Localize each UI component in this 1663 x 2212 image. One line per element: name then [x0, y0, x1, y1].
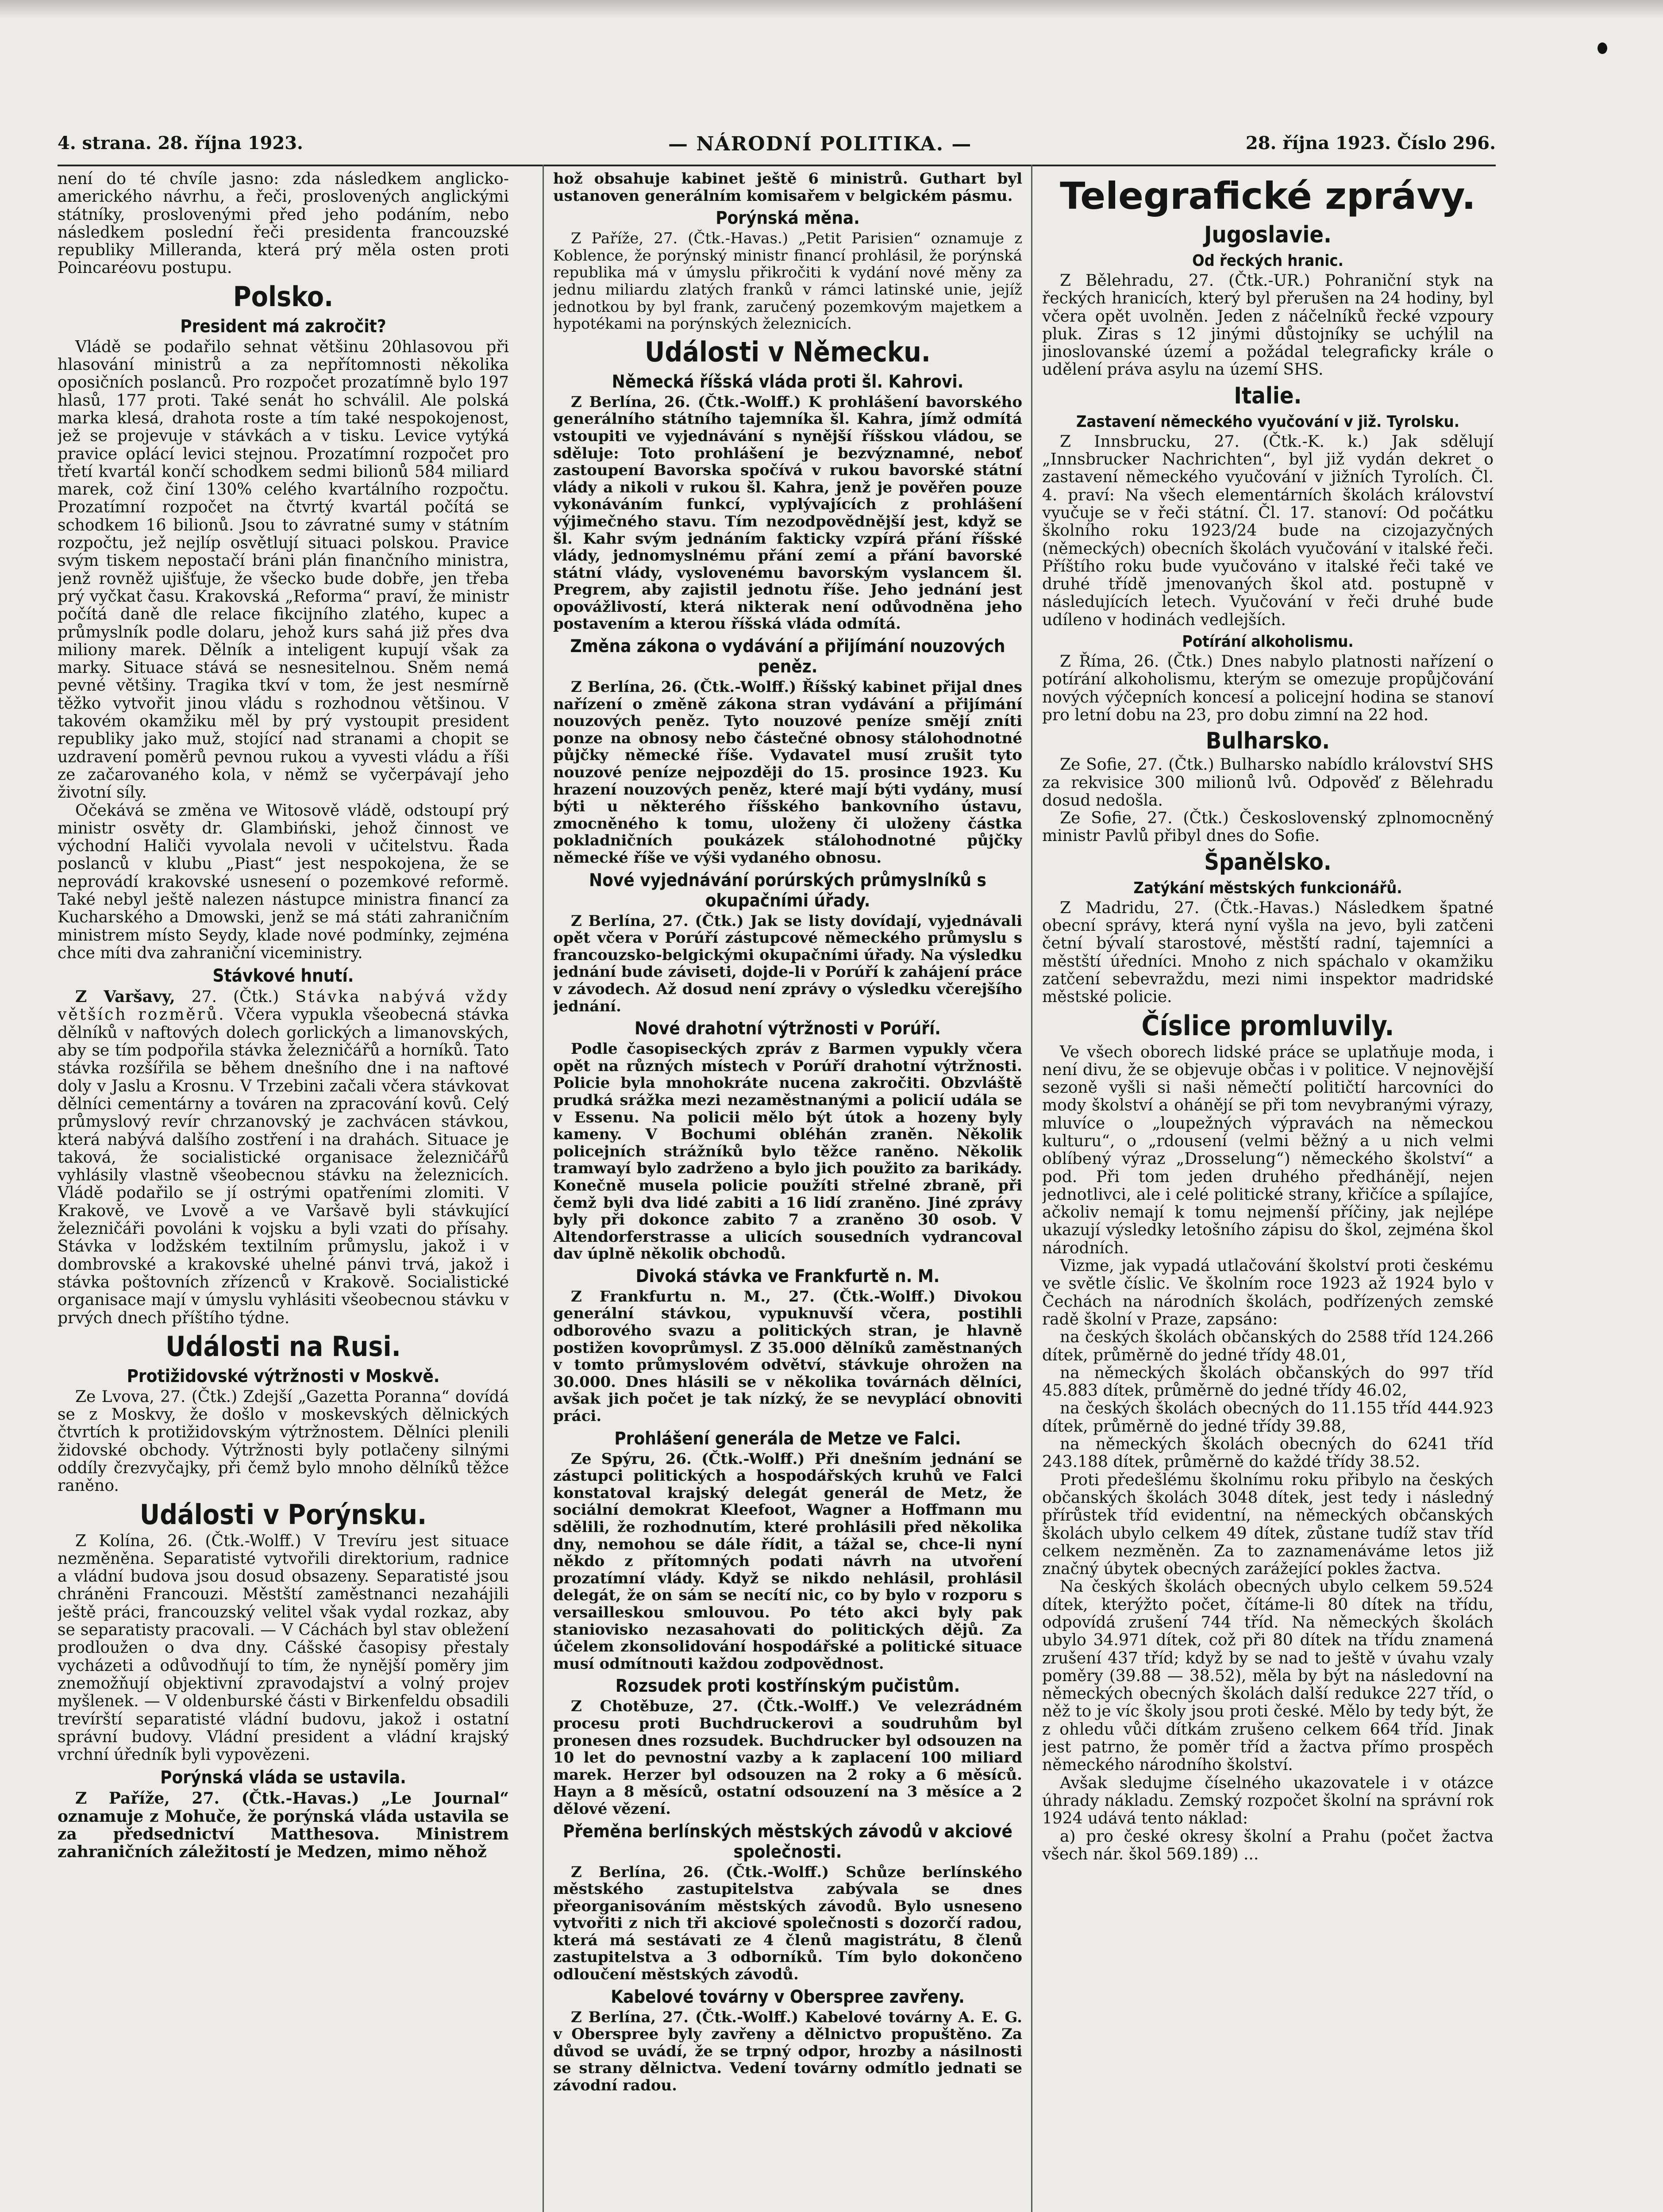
paragraph-text: Včera vypukla všeobecná stávka dělníků v naftových dolech gorlických a limanovských, aby se tím podpořila stávka železničářů a horníků. Tato stávka rozšířila se během dnešního dne i na naftové doly v Jaslu a Krosnu. V Trzebini začali včera stávkovat dělníci cementárny a továren na zpracování kovů. Celý průmyslový revír chrzanovský je zachvácen stávkou, která nabývá dalšího zostření i na drahách. Situace je taková, že socialistické organisace železničářů vyhlásily vlastně všeobecnou stávku na železnicích. Vládě podařilo se jí ostrými opatřeními zlomiti. V Krakově, ve Lvově a ve Varšavě byli stávkující železničáři povoláni k vojsku a byli vzati do přísahy. Stávka v lodžském textilním průmyslu, jakož i v dombrovské a krakovské uhelné pánvi trvá, jakož i stávka poštovních zřízenců v Krakově. Socialistické organisace mají v úmyslu vyhlásiti všeobecnou stávku v prvých dnech příštího týdne.	[58, 1006, 509, 1327]
statistic-line: na německých školách obecných do 6241 tříd 243.188 dítek, průměrně do každé třídy 38.52.	[1042, 1435, 1494, 1471]
article-title: Zastavení německého vyučování v již. Tyrolsku.	[1076, 412, 1460, 431]
section-heading-cislice: Číslice promluvily.	[1141, 1009, 1394, 1042]
header-page-date: 4. strana. 28. října 1923.	[58, 133, 303, 154]
column-3	[1042, 170, 1494, 2212]
article-paragraph: Proti předešlému školnímu roku přibylo na českých občanských školách 3048 dítek, jest tedy i následný přírůstek tříd evidentní, na německých občanských školách ubylo celkem 49 dítek, zůstane tudíž stav tříd celkem nezměněn. Za to zaznamenáváme letos již značný úbytek obecných zarážející pokles žactva.	[1042, 1471, 1494, 1578]
article-continuation: není do té chvíle jasno: zda následkem anglicko-amerického návrhu, a řeči, proslovených anglickými státníky, proslovenými před jeho podáním, nebo následkem poslední řeči presidenta francouzské republiky Millerandа, která prý měla osten proti Poincaréovu postupu.	[58, 170, 509, 277]
article-title: Nové vyjednávání porúrských průmyslníků s okupačními úřady.	[589, 870, 986, 911]
section-heading-porynsku: Události v Porýnsku.	[139, 1498, 427, 1531]
section-heading-polsko: Polsko.	[233, 280, 334, 313]
article-paragraph: Z Innsbrucku, 27. (Čtk.-K. k.) Jak sdělují „Innsbrucker Nachrichten“, byl již vydán dekret o zastavení německého vyučování v jižních Tyrolích. Čl. 4. praví: Na všech elementárních školách království vyučuje se v řeči státní. Čl. 17. stanoví: Od počátku školního roku 1923/24 bude na cizojazyčných (německých) obecních školách vyučování v italské řeči. Příštího roku bude vyučováno v italské řeči také ve druhé třídě jmenovaných škol atd. postupně v následujících letech. Vyučování v řeči druhé bude udíleno v hodinách vedlejších.	[1042, 432, 1494, 629]
article-title: Přeměna berlínských městských závodů v akciové společnosti.	[563, 1821, 1012, 1862]
article-paragraph: Z Berlína, 27. (Čtk.) Jak se listy dovídají, vyjednávali opět včera v Porúří zástupcové německého průmyslu s francouzsko-belgickými okupačními úřady. Na výsledku jednání bude záviseti, dojde-li v Porúří k zahájení práce v závodech. Až dosud není zprávy o výsledku včerejšího jednání.	[553, 912, 1022, 1015]
article-title: President má zakročit?	[180, 316, 386, 337]
article-title: Rozsudek proti kostřínským pučistům.	[615, 1676, 960, 1697]
article-paragraph: Avšak sledujme číselného ukazovatele i v otázce úhrady nákladu. Zemský rozpočet školní na správní rok 1924 udává tento náklad:	[1042, 1774, 1494, 1828]
article-paragraph: Z Bělehradu, 27. (Čtk.-UR.) Pohraniční styk na řeckých hranicích, který byl přerušen na 24 hodiny, byl včera opět uvolněn. Jeden z náčelníků řecké vzpoury pluk. Ziras s 12 jinými důstojníky se uchýlil na jinoslovanské území a požádal telegraficky krále o udělení práva asylu na území SHS.	[1042, 272, 1494, 379]
article-paragraph: Ze Lvova, 27. (Čtk.) Zdejší „Gazetta Poranna“ dovídá se z Moskvy, že došlo v moskevských dělnických čtvrtích k protižidovským výtržnostem. Dělníci plenili židovské obchody. Výtržnosti byly potlačeny silnými oddíly črezvyčajky, při čemž bylo mnoho dělníků těžce raněno.	[58, 1387, 509, 1495]
scan-edge	[0, 0, 1663, 18]
article-paragraph: Z Paříže, 27. (Čtk.-Havas.) „Le Journal“ oznamuje z Mohuče, že porýnská vláda ustavila se za předsednictví Matthesova. Ministrem zahraničních záležitostí je Medzen, mimo něhož	[58, 1789, 509, 1862]
dateline-source: 27. (Čtk.)	[191, 988, 279, 1006]
article-paragraph: Vládě se podařilo sehnat většinu 20hlasovou při hlasování ministrů a za nepřítomnosti několika oposičních poslanců. Pro rozpočet prozatímně bylo 197 hlasů, 177 proti. Také senát ho schválil. Ale polská marka klesá, drahota roste a tím také nespokojenost, jež se projevuje v stávkách a v tisku. Levice vytýká pravice oplácí levici stejnou. Prozatímní rozpočet pro třetí kvartál končí schodkem sedmi bilionů 584 miliard marek, což činí 130% celého kvartálního rozpočtu. Prozatímní rozpočet na čtvrtý kvartál počítá se schodkem 16 bilionů. Jsou to závratné sumy v státním rozpočtu, jež nejlíp osvětlují situaci polskou. Pravice svým tiskem nepostačí bráni plán finančního ministra, jenž rovněž ujišťuje, že všecko bude dobře, jen třeba prý vyčkat času. Krakovská „Reforma“ praví, že ministr počítá daně dle relace fikcijního zlatého, kupec a průmyslník podle dolaru, jehož kurs sahá již přes dva miliony marek. Dělník a inteligent kupují však za marky. Situace stává se nesnesitelnou. Sněm nemá pevné většiny. Tragika tkví v tom, že jest nesmírně těžko vytvořit jinou vládu s rozhodnou většinou. V takovém okamžiku měl by prý vystoupit president republiky jako muž, stojící nad stranami a chopit se uzdravení poměrů pevnou rukou a vyvesti vládu a říši ze začarovaného kola, v němž se vyčerpávají jeho životní síly.	[58, 338, 509, 802]
section-heading-telegraficke: Telegrafické zprávy.	[1060, 174, 1476, 218]
section-heading-nemecku: Události v Německu.	[645, 335, 931, 368]
article-paragraph	[58, 988, 509, 1327]
column-rule-1	[543, 165, 544, 2212]
article-title: Zatýkání městských funkcionářů.	[1133, 879, 1402, 897]
section-heading-rusi: Události na Rusi.	[166, 1330, 401, 1363]
article-title: Porýnská vláda se ustavila.	[160, 1767, 406, 1788]
article-paragraph: Z Berlína, 27. (Čtk.-Wolff.) Kabelové továrny A. E. G. v Oberspree byly zavřeny a dělnictvo propuštěno. Za důvod se uvádí, že se trpný odpor, hrozby a násilnosti se strany dělnictva. Vedení továrny odmítlo jednati se závodní radou.	[553, 2008, 1022, 2095]
statistic-line: na českých školách občanských do 2588 tříd 124.266 dítek, průměrně do jedné třídy 48.01,	[1042, 1328, 1494, 1364]
column-2	[553, 170, 1022, 2212]
article-paragraph: Ve všech oborech lidské práce se uplatňuje moda, i není divu, že se objevuje občas i v politice. V nejnovější sezoně vyšli si naši němečtí političtí harcovníci do mody školství a ohánějí se při tom nevybranými výrazy, mluvíce o „loupežných výpravách na německou kulturu“, o „rdousení (velmi běžný a u nich velmi oblíbený výraz „Drosselung“) německého školství“ a pod. Při tom jeden druhého předhánějí, nejen jednotlivci, ale i celé politické strany, křičíce a spílajíce, ačkoliv nemají k tomu nejmenší příčiny, jak nejlépe ukazují výsledky letošního zápisu do škol, zejména škol národních.	[1042, 1043, 1494, 1257]
article-paragraph: Z Berlína, 26. (Čtk.-Wolff.) Schůze berlínského městského zastupitelstva zabývala se dnes přeorganisováním městských závodů. Bylo usneseno vytvořiti z nich tři akciové společnosti s dozorčí radou, která má sestávati ze 4 členů magistrátu, 8 členů zastupitelstva a 3 odborníků. Tím bylo dokončeno odloučení městských závodů.	[553, 1863, 1022, 1984]
article-paragraph: a) pro české okresy školní a Prahu (počet žactva všech nár. škol 569.189) ...	[1042, 1827, 1494, 1863]
country-heading: Španělsko.	[1204, 849, 1332, 876]
article-title: Od řeckých hranic.	[1192, 252, 1343, 270]
country-heading: Jugoslavie.	[1204, 222, 1332, 248]
country-heading: Bulharsko.	[1205, 728, 1330, 755]
scan-speck	[1598, 42, 1607, 54]
article-paragraph: Podle časopiseckých zpráv z Barmen vypukly včera opět na různých místech v Porúří drahotní výtržnosti. Policie byla mnohokráte nucena zakročiti. Obzvláště prudká srážka mezi nezaměstnanými a policií udála se v Essenu. Na policii mělo být útok a hozeny byly kameny. V Bochumi obléhán zraněn. Několik policejních strážníků bylo těžce raněno. Několik tramwayí bylo zadrženo a bylo jich použito za barikády. Konečně musela policie použíti střelné zbraně, při čemž byli dva lidé zabiti a 16 lidí zraněno. Jiné zprávy byly při dokonce zabito 7 a zraněno 30 osob. V Altendorferstrasse a ulicích sousedních vydrancoval dav úplně několik obchodů.	[553, 1040, 1022, 1263]
header-issue-number: 28. října 1923. Číslo 296.	[1245, 133, 1496, 154]
page-header	[58, 133, 1496, 159]
article-title: Prohlášení generála de Metze ve Falci.	[614, 1428, 961, 1449]
article-paragraph: Z Frankfurtu n. M., 27. (Čtk.-Wolff.) Divokou generální stávkou, vypuknuvší včera, postihli odborového svazu a politických stran, je hlavně postižen kovoprůmysl. Z 35.000 dělníků zaměstnaných v tomto průmyslovém odvětví, stávkuje ohrožen na 30.000. Dnes hlásili se v několika továrnách dělníci, avšak jich počet je tak nízký, že se nevyplácí obnoviti práci.	[553, 1287, 1022, 1425]
column-rule-2	[1031, 165, 1032, 2212]
article-title: Protižidovské výtržnosti v Moskvě.	[127, 1366, 440, 1386]
statistic-line: na německých školách občanských do 997 tříd 45.883 dítek, průměrně do jedné třídy 46.02,	[1042, 1363, 1494, 1400]
article-paragraph: Z Chotěbuze, 27. (Čtk.-Wolff.) Ve velezrádném procesu proti Buchdruckerovi a soudruhům byl pronesen dnes rozsudek. Buchdrucker byl odsouzen na 10 let do pevnostní vazby a k zaplacení 100 miliard marek. Herzer byl odsouzen na 2 roky a 6 měsíců. Hayn a 8 měsíců, ostatní odsouzení na 3 měsíce a 2 dělové vězení.	[553, 1697, 1022, 1818]
dateline-place: Z Varšavy,	[75, 987, 175, 1006]
article-paragraph: Vizme, jak vypadá utlačování školství proti českému ve světle číslic. Ve školním roce 1923 až 1924 bylo v Čechách na národních školách, podřízených zemské radě školní v Praze, zapsáno:	[1042, 1257, 1494, 1329]
article-title: Nové drahotní výtržnosti v Porúří.	[635, 1018, 941, 1039]
article-title: Kabelové továrny v Oberspree zavřeny.	[611, 1986, 965, 2007]
header-rule	[58, 165, 1496, 166]
article-title: Stávkové hnutí.	[212, 966, 354, 987]
column-1	[58, 170, 509, 2212]
article-paragraph: Z Kolína, 26. (Čtk.-Wolff.) V Trevíru jest situace nezměněna. Separatisté vytvořili direktorium, radnice a vládní budova jsou dosud obsazeny. Separatisté jsou chráněni Francouzi. Městští zaměstnanci nezahájili ještě práci, francouzský velitel však vydal rozkaz, aby se separatisty pracovali. — V Cáchách byl stav obležení prodloužen o dva dny. Cášské časopisy přestaly vycházeti a odůvodňují to tím, že nynější poměry jim znemožňují objektivní zpravodajství a volný projev myšlenek. — V oldenburské části v Birkenfeldu obsadili trevírští separatisté vládní budovu, jakož i ostatní správní budovy. Vládní president a vládní krajský vrchní úředník byli vypovězeni.	[58, 1532, 509, 1764]
article-paragraph: Ze Spýru, 26. (Čtk.-Wolff.) Při dnešním jednání se zástupci politických a hospodářských kruhů ve Falci konstatoval krajský delegát generál de Metz, že sociální demokrat Kleefoot, Wagner a Hoffmann mu sdělili, že rozhodnutím, které prohlásili před několika dny, nemohou se dále řídit, a tážal se, chce-li nyní někdo z přítomných podati návrh na utvoření prozatímní vlády. Když se nikdo nehlásil, prohlásil delegát, že on sám se necítí nic, co by bylo v rozporu s versailleskou smlouvou. Po této akci byly pak staniovisko nezasahovati do politických dějů. Za účelem zkonsolidování hospodářské a politické situace musí odmítnouti každou zodpovědnost.	[553, 1450, 1022, 1673]
article-paragraph: Z Madridu, 27. (Čtk.-Havas.) Následkem špatné obecní správy, která nyní vyšla na jevo, byli zatčeni četní bývalí starostové, městští radní, tajemníci a městští úředníci. Mnoho z nich spáchalo v okamžiku zatčení sebevraždu, mezi nimi inspektor madridské městské policie.	[1042, 899, 1494, 1006]
article-title: Změna zákona o vydávání a přijímání nouzových peněz.	[570, 636, 1005, 677]
article-paragraph: Z Berlína, 26. (Čtk.-Wolff.) Říšský kabinet přijal dnes nařízení o změně zákona stran vydávání a přijímání nouzových peněz. Tyto nouzové peníze smějí zníti ponze na obnosy nebo částečné obnosy stálohodnotné půjčky německé říše. Vydavatel musí zrušit tyto nouzové peníze nejpozději do 15. prosince 1923. Ku hrazení nouzových peněz, které mají býti vydány, musí býti u některého říšského bankovního ústavu, zmocněného k tomu, uloženy či uloženy částka pokladničních poukázek stálohodnotné půjčky německé říše ve výši vydaného obnosu.	[553, 678, 1022, 867]
article-paragraph: Z Paříže, 27. (Čtk.-Havas.) „Petit Parisien“ oznamuje z Koblence, že porýnský ministr financí prohlásil, že porýnská republika má v úmyslu přikročiti k vydání nové měny za jednu miliardu zlatých franků v rámci latinské unie, jejíž jednotkou by byl frank, zaručený pozemkovým majetkem a hypotékami na porýnských železnicích.	[553, 230, 1022, 333]
country-heading: Italie.	[1234, 382, 1302, 409]
statistic-line: na českých školách obecných do 11.155 tříd 444.923 dítek, průměrně do jedné třídy 39.88,	[1042, 1399, 1494, 1436]
article-paragraph: Z Říma, 26. (Čtk.) Dnes nabylo platnosti nařízení o potírání alkoholismu, kterým se omezuje propůjčování nových výčepních koncesí a policejní hodina se stanoví pro letní dobu na 23, pro dobu zimní na 22 hod.	[1042, 653, 1494, 724]
article-paragraph: Z Berlína, 26. (Čtk.-Wolff.) K prohlášení bavorského generálního státního tajemníka šl. Kahra, jímž odmítá vstoupiti ve vyjednávání s nynější říšskou vládou, se sděluje: Toto prohlášení je bezvýznamné, neboť zastoupení Bavorska spočívá v rukou bavorské státní vlády a nikoli v rukou šl. Kahra, jenž je pověřen pouze vykonáváním funkcí, vyplývajících z prohlášení výjimečného stavu. Tím nezodpovědnější jest, když se šl. Kahr svým jednáním fakticky vzpírá přání říšské vlády, jednomyslnému přání zemí a přání bavorské státní vlády, vyslovenému bavorským vyslancem šl. Pregrem, aby zajistil jednotu říše. Jeho jednání jest opovážlivostí, která nikterak není odůvodněna jeho postavením a kterou říšská vláda odmítá.	[553, 393, 1022, 633]
article-title: Divoká stávka ve Frankfurtě n. M.	[635, 1266, 940, 1286]
article-title: Německá říšská vláda proti šl. Kahrovi.	[612, 371, 964, 392]
article-paragraph: Ze Sofie, 27. (Čtk.) Československý zplnomocněný ministr Pavlů přibyl dnes do Sofie.	[1042, 809, 1494, 845]
article-title: Porýnská měna.	[716, 208, 860, 229]
article-continuation: hož obsahuje kabinet ještě 6 ministrů. Guthart byl ustanoven generálním komisařem v belgickém pásmu.	[553, 170, 1022, 205]
masthead: — NÁRODNÍ POLITIKA. —	[668, 133, 972, 155]
spaced-lead: Stávka nabývá vždy větších rozměrů.	[58, 988, 509, 1024]
article-paragraph: Očekává se změna ve Witosově vládě, odstoupí prý ministr osvěty dr. Glambiński, jehož činnost ve východní Haliči vyvolala nevoli v učitelstvu. Řada poslanců v klubu „Piast“ jest nespokojena, že se neprovádí krakovské usnesení o pozemkové reformě. Také nebyl ještě nalezen nástupce ministra financí za Kucharského a Dmowski, jenž se má státi zahraničním ministrem místo Seydy, klade nové podmínky, zejména chce míti dva zahraniční viceministry.	[58, 801, 509, 962]
article-paragraph: Na českých školách obecných ubylo celkem 59.524 dítek, kterýžto počet, čítáme-li 80 dítek na třídu, odpovídá zrušení 744 tříd. Na německých školách ubylo 34.971 dítek, což při 80 dítek na třídu znamená zrušení 437 tříd; když by se nad to ještě v úvahu vzaly poměry (39.88 — 38.52), měla by být na následovní na německých obecných školách další redukce 227 tříd, o něž to je víc školy jsou proti české. Mělo by tedy být, že z ohledu vůči dítkám zrušeno celkem 664 tříd. Jinak jest patrno, že poměr tříd a žactva přímo prospěch německého národního školství.	[1042, 1578, 1494, 1774]
article-title: Potírání alkoholismu.	[1182, 633, 1354, 651]
article-paragraph: Ze Sofie, 27. (Čtk.) Bulharsko nabídlo království SHS za rekvisice 300 milionů lvů. Odpověď z Bělehradu dosud nedošla.	[1042, 756, 1494, 810]
